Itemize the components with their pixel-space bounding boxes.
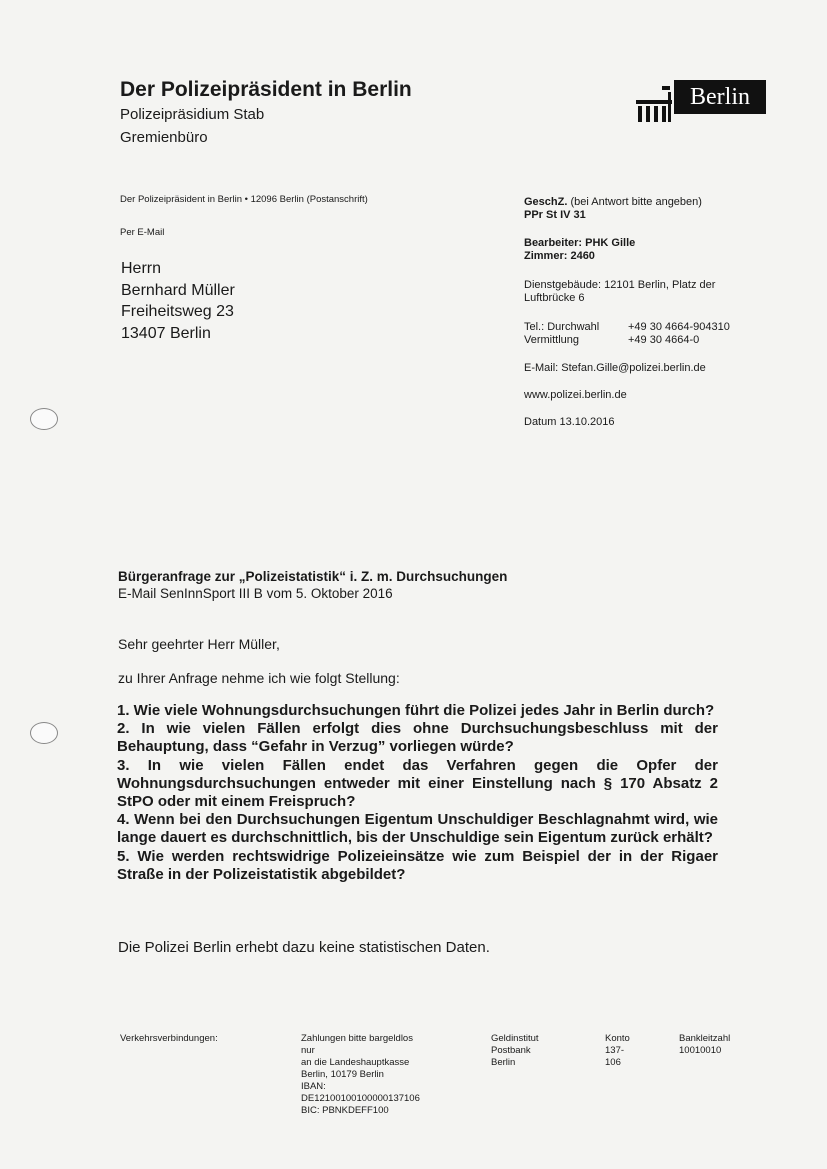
brandenburg-gate-icon (636, 80, 672, 122)
organization-name: Der Polizeipräsident in Berlin (120, 78, 412, 101)
subject-line-2: E-Mail SenInnSport III B vom 5. Oktober 2016 (118, 586, 393, 601)
salutation: Sehr geehrter Herr Müller, (118, 636, 280, 652)
phone-switchboard-label: Vermittlung (524, 334, 580, 346)
building-address-2: Luftbrücke 6 (524, 292, 585, 304)
phone-switchboard-row (524, 334, 699, 347)
subject (118, 568, 507, 602)
phone-direct-row (524, 321, 730, 334)
footer-account-number: Konto 137-106 (605, 1033, 630, 1068)
department-name: Polizeipräsidium Stab (120, 106, 265, 123)
reference-note: (bei Antwort bitte angeben) (570, 196, 702, 208)
question-item: 5. Wie werden rechtswidrige Polizeieinsätze wie zum Beispiel der in der Rigaer Straße in der Polizeistatistik abgebildet? (117, 847, 718, 883)
building-address-1: Dienstgebäude: 12101 Berlin, Platz der (524, 279, 716, 291)
question-item: 4. Wenn bei den Durchsuchungen Eigentum Unschuldiger Beschlagnahmt wird, wie lange dauert es durchschnittlich, bis der Unschuldige sein Eigentum zurück erhält? (117, 811, 718, 847)
reference-label-line (524, 196, 702, 209)
intro-text: zu Ihrer Anfrage nehme ich wie folgt Stellung: (118, 670, 400, 686)
letter-date: Datum 13.10.2016 (524, 416, 615, 428)
footer-bank-name: Geldinstitut Postbank Berlin (491, 1033, 539, 1068)
footer-payment-info: Zahlungen bitte bargeldlos nur an die Landeshauptkasse Berlin, 10179 Berlin IBAN: DE12100100100000137106 BIC: PBNKDEFF100 (301, 1033, 420, 1116)
phone-direct-number: +49 30 4664-904310 (628, 321, 730, 333)
question-item: 2. In wie vielen Fällen erfolgt dies ohne Durchsuchungsbeschluss mit der Behauptung, dass “Gefahr in Verzug” vorliegen würde? (117, 720, 718, 756)
punch-hole-top (30, 408, 58, 430)
footer-bank-code: Bankleitzahl 10010010 (679, 1033, 731, 1056)
answer-text: Die Polizei Berlin erhebt dazu keine statistischen Daten. (118, 939, 490, 956)
delivery-method: Per E-Mail (120, 227, 165, 238)
email-address: E-Mail: Stefan.Gille@polizei.berlin.de (524, 362, 706, 374)
footer-traffic-label: Verkehrsverbindungen: (120, 1033, 218, 1044)
reference-number: PPr St IV 31 (524, 209, 586, 221)
recipient-name: Bernhard Müller (121, 281, 235, 299)
recipient-city: 13407 Berlin (121, 324, 211, 342)
questions-list (117, 702, 718, 884)
berlin-wordmark: Berlin (674, 80, 766, 114)
phone-direct-label: Tel.: Durchwahl (524, 321, 600, 333)
question-item: 1. Wie viele Wohnungsdurchsuchungen führt die Polizei jedes Jahr in Berlin durch? (117, 702, 715, 719)
recipient-street: Freiheitsweg 23 (121, 303, 234, 320)
phone-switchboard-number: +49 30 4664-0 (628, 334, 700, 346)
website: www.polizei.berlin.de (524, 389, 627, 401)
question-item: 3. In wie vielen Fällen endet das Verfahren gegen die Opfer der Wohnungsdurchsuchungen entweder mit einer Einstellung nach § 170 Absatz 2 StPO oder mit einem Freispruch? (117, 756, 718, 811)
room-number: Zimmer: 2460 (524, 250, 595, 262)
recipient-salutation: Herrn (121, 260, 162, 277)
berlin-logo (636, 80, 766, 122)
reference-label: GeschZ. (524, 196, 568, 208)
subject-line-1: Bürgeranfrage zur „Polizeistatistik“ i. Z. m. Durchsuchungen (118, 569, 508, 584)
unit-name: Gremienbüro (120, 129, 208, 146)
punch-hole-bottom (30, 722, 58, 744)
recipient-address (121, 258, 235, 344)
clerk-name: Bearbeiter: PHK Gille (524, 237, 636, 249)
sender-return-address: Der Polizeipräsident in Berlin • 12096 Berlin (Postanschrift) (120, 194, 368, 205)
